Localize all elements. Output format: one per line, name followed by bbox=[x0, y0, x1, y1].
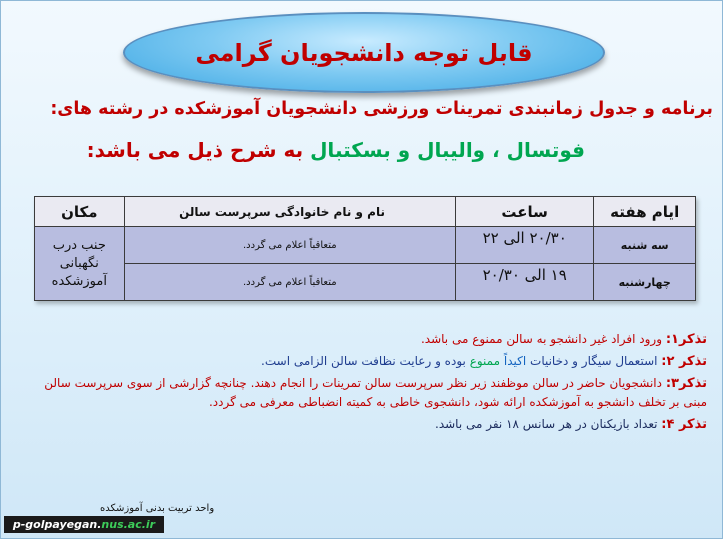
table-header-row bbox=[35, 197, 696, 227]
note-keyword: اکیداً bbox=[503, 354, 527, 368]
site-url-badge[interactable] bbox=[4, 516, 164, 533]
note-label: تذکر ۲: bbox=[661, 354, 707, 369]
row-supervisor: متعاقباً اعلام می گردد. bbox=[124, 264, 455, 301]
note-label: تذکر۳: bbox=[665, 376, 707, 391]
note-keyword: ممنوع bbox=[469, 354, 501, 368]
url-suffix: nus.ac.ir bbox=[101, 518, 156, 531]
row-time: ۱۹ الی ۲۰/۳۰ bbox=[455, 264, 593, 301]
note-text: دانشجویان حاضر در سالن موظفند زیر نظر سرپرست سالن تمرینات را انجام دهند. چنانچه گزارشی از سوی سرپرست سالن مبنی بر تخلف دانشجو به آموزشکده ارائه شود، دانشجوی خاطی به کمیته انضباطی معرفی می گردد. bbox=[44, 376, 707, 409]
url-prefix: p-golpayegan. bbox=[12, 518, 102, 531]
note-item bbox=[17, 374, 707, 412]
note-label: تذکر ۴: bbox=[661, 417, 707, 432]
footer-unit: واحد تربیت بدنی آموزشکده bbox=[100, 503, 215, 514]
intro-line: برنامه و جدول زمانبندی تمرینات ورزشی دانشجویان آموزشکده در رشته های: bbox=[50, 99, 713, 119]
sports-list: فوتسال ، والیبال و بسکتبال bbox=[310, 138, 585, 162]
sports-suffix: به شرح ذیل می باشد: bbox=[86, 138, 304, 162]
header-day: ایام هفته bbox=[594, 197, 696, 227]
title-banner bbox=[123, 12, 605, 93]
note-item bbox=[17, 330, 707, 349]
header-place: مکان bbox=[35, 197, 125, 227]
row-place: جنب درب نگهبانی آموزشکده bbox=[35, 227, 125, 301]
notes-list bbox=[17, 330, 707, 437]
note-text: تعداد بازیکنان در هر سانس ۱۸ نفر می باشد. bbox=[435, 417, 658, 431]
row-supervisor: متعاقباً اعلام می گردد. bbox=[124, 227, 455, 264]
header-name: نام و نام خانوادگی سرپرست سالن bbox=[124, 197, 455, 227]
sports-line bbox=[87, 138, 585, 162]
note-label: تذکر۱: bbox=[665, 332, 707, 347]
header-time: ساعت bbox=[455, 197, 593, 227]
note-text: بوده و رعایت نظافت سالن الزامی است. bbox=[261, 354, 466, 368]
page-title: قابل توجه دانشجویان گرامی bbox=[195, 38, 533, 67]
note-text: ورود افراد غیر دانشجو به سالن ممنوع می باشد. bbox=[420, 332, 662, 346]
row-day: چهارشنبه bbox=[594, 264, 696, 301]
table-row bbox=[35, 264, 696, 301]
schedule-table bbox=[34, 196, 696, 301]
row-time: ۲۰/۳۰ الی ۲۲ bbox=[455, 227, 593, 264]
note-item bbox=[17, 352, 707, 371]
table-row bbox=[35, 227, 696, 264]
note-item bbox=[17, 415, 707, 434]
note-text: استعمال سیگار و دخانیات bbox=[530, 354, 658, 368]
row-day: سه شنبه bbox=[594, 227, 696, 264]
